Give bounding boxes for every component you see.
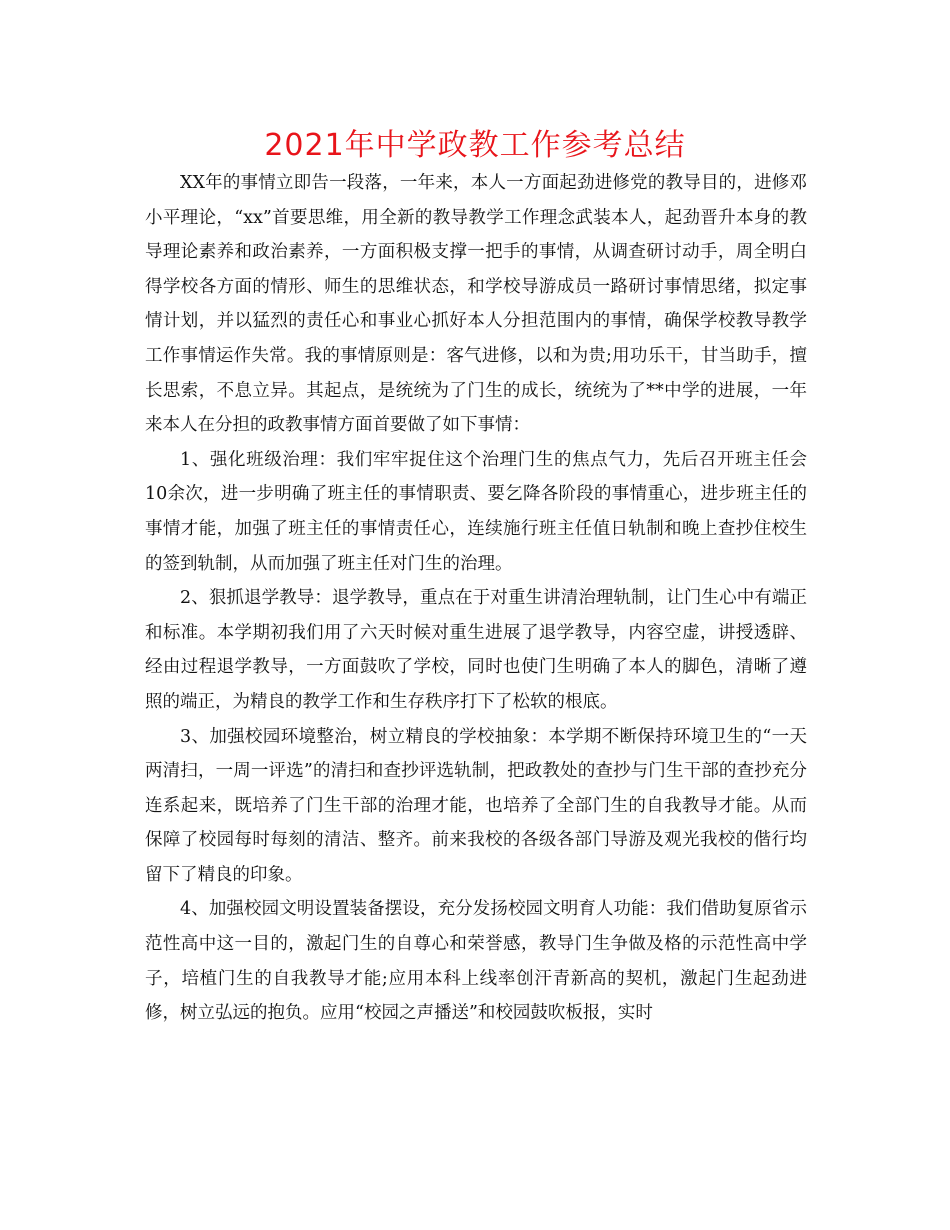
paragraph-campus-environment: 3、加强校园环境整治，树立精良的学校抽象：本学期不断保持环境卫生的“一天两清扫，一周一评选”的清扫和查抄评选轨制，把政教处的查抄与门生干部的查抄充分连系起来，既培养了门生干部的治理才能，也培养了全部门生的自我教导才能。从而保障了校园每时每刻的清洁、整齐。前来我校的各级各部门导游及观光我校的偕行均留下了精良的印象。 [145, 726, 807, 885]
document-body [145, 166, 807, 1031]
paragraph-class-management: 1、强化班级治理：我们牢牢捉住这个治理门生的焦点气力，先后召开班主任会10余次，进一步明确了班主任的事情职责、要乞降各阶段的事情重心，进步班主任的事情才能，加强了班主任的事情责任心，连续施行班主任值日轨制和晚上查抄住校生的签到轨制，从而加强了班主任对门生的治理。 [145, 449, 807, 574]
paragraph-enrollment-education: 2、狠抓退学教导：退学教导，重点在于对重生讲清治理轨制，让门生心中有端正和标准。本学期初我们用了六天时候对重生进展了退学教导，内容空虚，讲授透辟、经由过程退学教导，一方面鼓吹了学校，同时也使门生明确了本人的脚色，清晰了遵照的端正，为精良的教学工作和生存秩序打下了松软的根底。 [145, 588, 807, 712]
document-title: 2021年中学政教工作参考总结 [264, 128, 686, 163]
paragraph-campus-culture: 4、加强校园文明设置装备摆设，充分发扬校园文明育人功能：我们借助复原省示范性高中这一目的，激起门生的自尊心和荣誉感，教导门生争做及格的示范性高中学子，培植门生的自我教导才能;应用本科上线率创汗青新高的契机，激起门生起劲进修，树立弘远的抱负。应用“校园之声播送”和校园鼓吹板报，实时 [145, 899, 807, 1024]
paragraph-intro: XX年的事情立即告一段落，一年来，本人一方面起劲进修党的教导目的，进修邓小平理论，“xx”首要思维，用全新的教导教学工作理念武装本人，起劲晋升本身的教导理论素养和政治素养，一方面积极支撑一把手的事情，从调查研讨动手，周全明白得学校各方面的情形、师生的思维状态，和学校导游成员一路研讨事情思绪，拟定事情计划，并以猛烈的责任心和事业心抓好本人分担范围内的事情，确保学校教导教学工作事情运作失常。我的事情原则是：客气进修，以和为贵;用功乐干，甘当助手，擅长思索，不息立异。其起点，是统统为了门生的成长，统统为了**中学的进展，一年来本人在分担的政教事情方面首要做了如下事情： [145, 173, 807, 436]
